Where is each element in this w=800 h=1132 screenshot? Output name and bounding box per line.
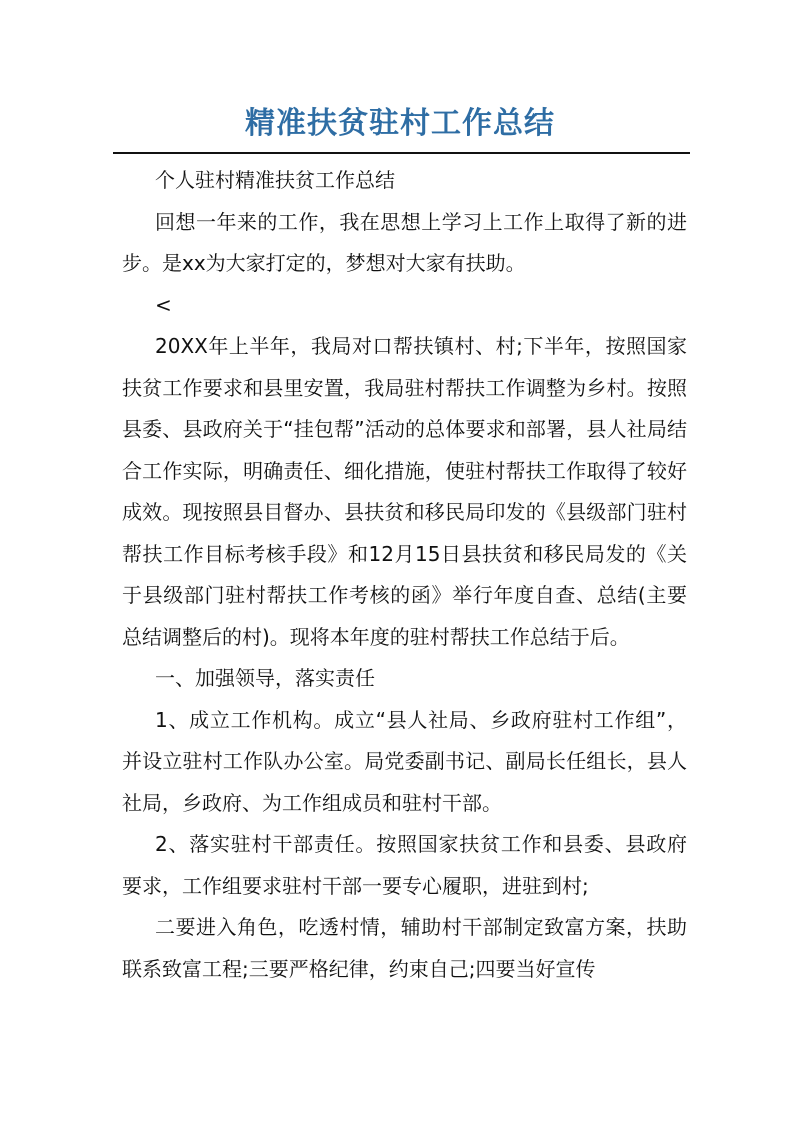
section-heading-1: 一、加强领导，落实责任 — [155, 666, 375, 690]
paragraph-item-2-continued: 二要进入角色，吃透村情，辅助村干部制定致富方案，扶助联系致富工程;三要严格纪律，约束自己;四要当好宣传 — [122, 915, 687, 981]
document-body — [122, 160, 687, 990]
title-divider — [113, 152, 690, 154]
paragraph-marker: < — [155, 292, 172, 317]
paragraph-intro: 回想一年来的工作，我在思想上学习上工作上取得了新的进步。是xx为大家打定的，梦想对大家有扶助。 — [122, 209, 687, 275]
paragraph-item-2: 2、落实驻村干部责任。按照国家扶贫工作和县委、县政府要求，工作组要求驻村干部一要专心履职，进驻到村; — [122, 832, 687, 898]
paragraph-item-1: 1、成立工作机构。成立“县人社局、乡政府驻村工作组”，并设立驻村工作队办公室。局党委副书记、副局长任组长，县人社局，乡政府、为工作组成员和驻村干部。 — [122, 707, 687, 815]
document-title: 精准扶贫驻村工作总结 — [245, 106, 555, 141]
paragraph-subtitle: 个人驻村精准扶贫工作总结 — [155, 168, 395, 192]
paragraph-overview: 20XX年上半年，我局对口帮扶镇村、村;下半年，按照国家扶贫工作要求和县里安置，我局驻村帮扶工作调整为乡村。按照县委、县政府关于“挂包帮”活动的总体要求和部署，县人社局结合工作实际，明确责任、细化措施，使驻村帮扶工作取得了较好成效。现按照县目督办、县扶贫和移民局印发的《县级部门驻村帮扶工作目标考核手段》和12月15日县扶贫和移民局发的《关于县级部门驻村帮扶工作考核的函》举行年度自查、总结(主要总结调整后的村)。现将本年度的驻村帮扶工作总结于后。 — [122, 334, 687, 649]
